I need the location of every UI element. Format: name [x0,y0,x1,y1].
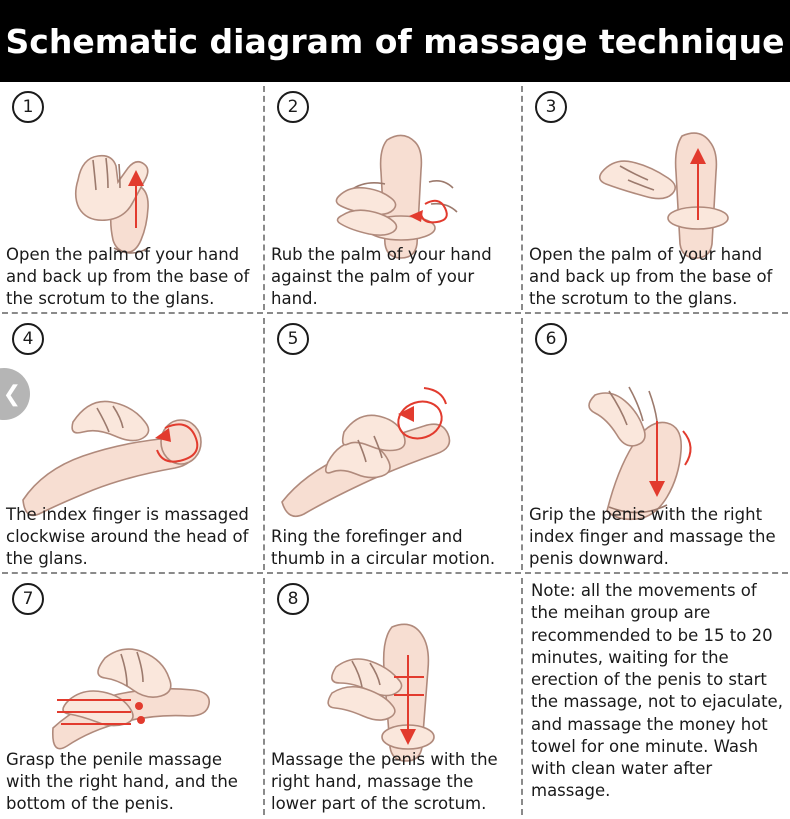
page-title: Schematic diagram of massage technique [5,21,785,61]
step-badge-2: 2 [277,91,309,123]
step-cell-1 [0,82,265,314]
title-bar [0,0,790,82]
step-badge-5: 5 [277,323,309,355]
step-caption-7: Grasp the penile massage with the right hand, and the bottom of the penis. [6,750,238,814]
step-cell-8 [265,574,523,819]
step-badge-3: 3 [535,91,567,123]
step-caption-3: Open the palm of your hand and back up from the base of the scrotum to the glans. [529,245,773,309]
step-caption-5: Ring the forefinger and thumb in a circular motion. [271,527,496,569]
step-badge-4: 4 [12,323,44,355]
step-caption-4: The index finger is massaged clockwise around the head of the glans. [6,505,249,569]
step-cell-5 [265,314,523,574]
step-caption-2: Rub the palm of your hand against the palm of your hand. [271,245,492,309]
chevron-left-glyph: ❮ [2,381,22,407]
step-badge-8: 8 [277,583,309,615]
step-caption-1: Open the palm of your hand and back up from the base of the scrotum to the glans. [6,245,250,309]
step-cell-4 [0,314,265,574]
step-cell-6 [523,314,790,574]
step-caption-6: Grip the penis with the right index finger and massage the penis downward. [529,505,776,569]
step-badge-6: 6 [535,323,567,355]
step-caption-8: Massage the penis with the right hand, massage the lower part of the scrotum. [271,750,498,814]
note-text: Note: all the movements of the meihan group are recommended to be 15 to 20 minutes, waiting for the erection of the penis to start the massage, not to ejaculate, and massage the money hot towel for one minute. Wash with clean water after massage. [531,581,783,801]
step-cell-7 [0,574,265,819]
step-cell-3 [523,82,790,314]
step-badge-1: 1 [12,91,44,123]
steps-grid [0,82,790,819]
note-cell [523,574,790,819]
step-cell-2 [265,82,523,314]
step-badge-7: 7 [12,583,44,615]
